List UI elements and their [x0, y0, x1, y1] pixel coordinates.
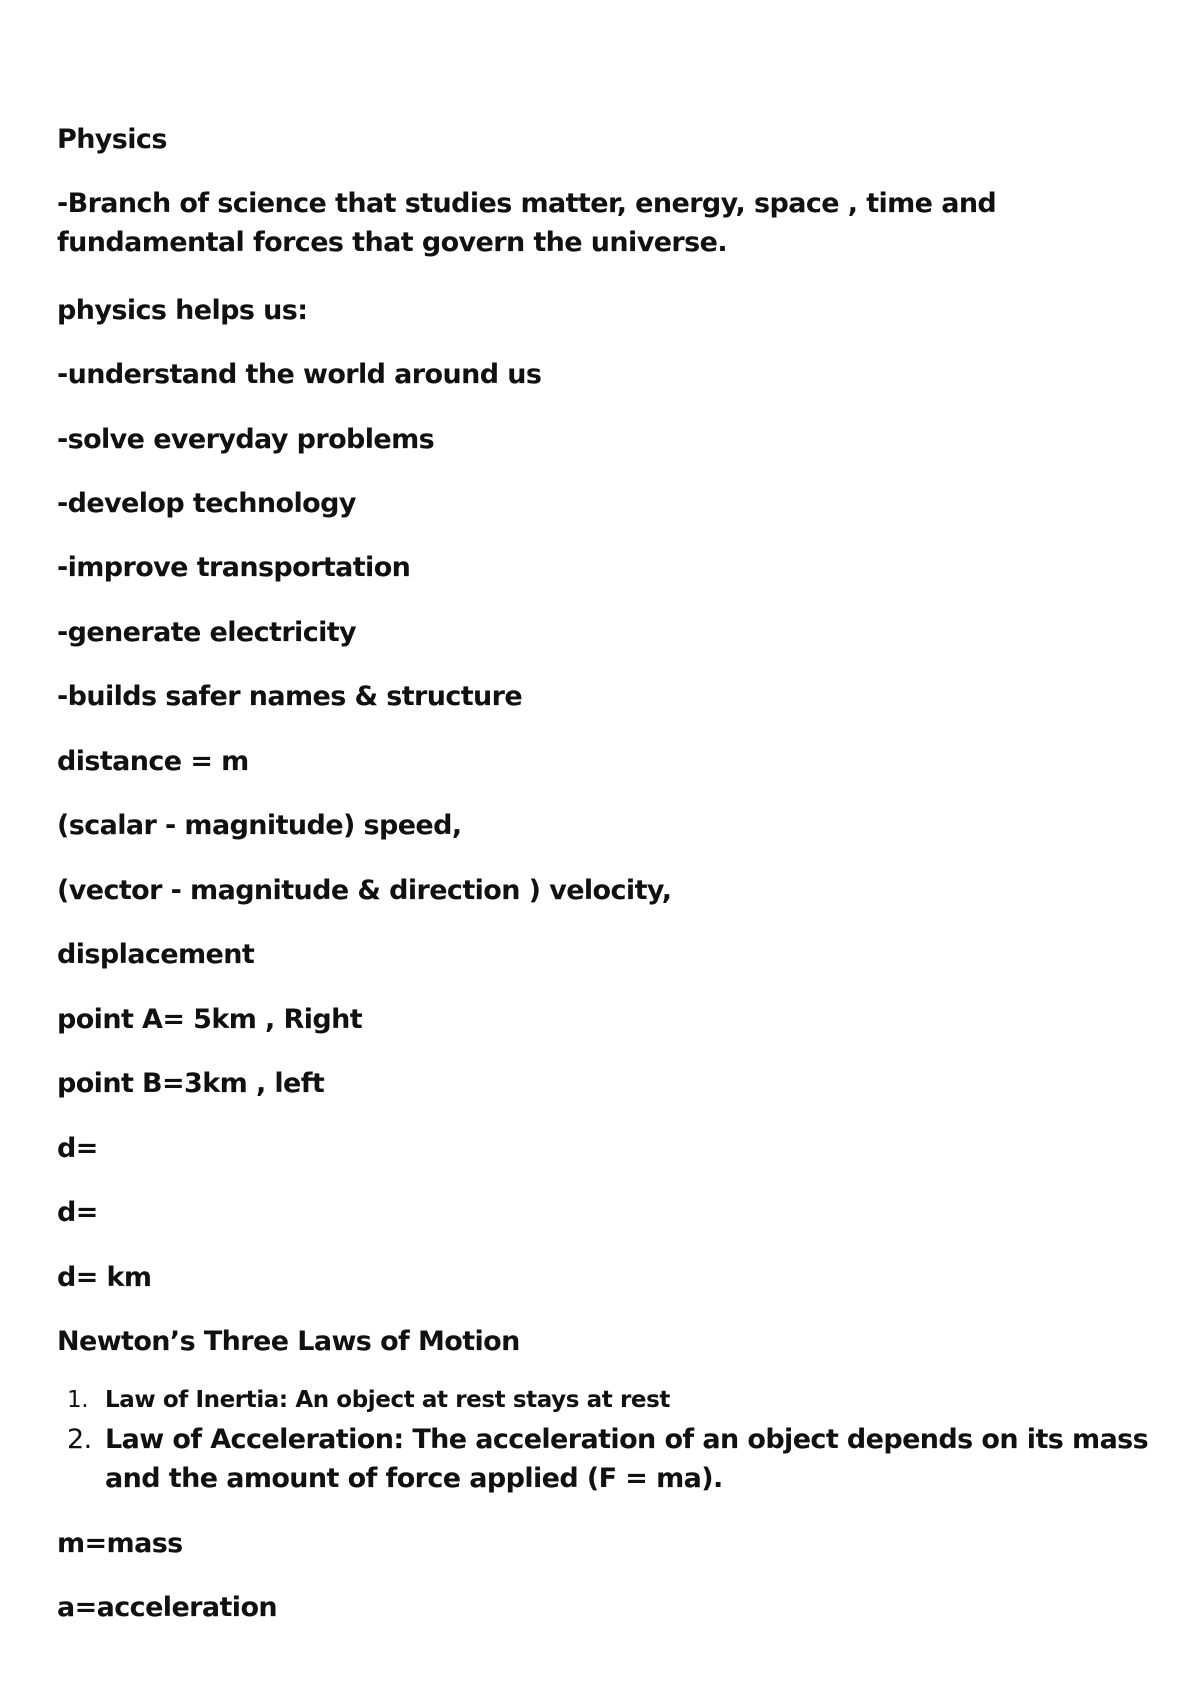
note-line: d= km [57, 1262, 152, 1293]
list-item: -solve everyday problems [57, 424, 435, 455]
helps-heading: physics helps us: [57, 295, 308, 326]
note-line: point A= 5km , Right [57, 1004, 363, 1035]
variable-line: m=mass [57, 1528, 183, 1559]
note-line: displacement [57, 939, 255, 970]
note-line: (vector - magnitude & direction ) velocity, [57, 875, 672, 906]
law-item [57, 1420, 1157, 1498]
list-item: -generate electricity [57, 617, 357, 648]
list-item: -understand the world around us [57, 359, 542, 390]
list-item: -builds safer names & structure [57, 681, 523, 712]
note-line: d= [57, 1133, 98, 1164]
law-number: 2. [67, 1424, 92, 1455]
note-line: (scalar - magnitude) speed, [57, 810, 462, 841]
note-line: distance = m [57, 746, 249, 777]
law-number: 1. [67, 1387, 89, 1413]
page-title: Physics [57, 124, 167, 155]
laws-list [57, 1385, 1157, 1498]
list-item: -improve transportation [57, 552, 411, 583]
law-item [57, 1385, 1157, 1415]
definition-paragraph: -Branch of science that studies matter, energy, space , time and fundamental forces that govern the universe. [57, 188, 997, 258]
note-line: point B=3km , left [57, 1068, 325, 1099]
law-text: Law of Acceleration: The acceleration of an object depends on its mass and the amount of force applied (F = ma). [105, 1424, 1149, 1494]
newton-heading: Newton’s Three Laws of Motion [57, 1326, 520, 1357]
variable-line: a=acceleration [57, 1592, 278, 1623]
list-item: -develop technology [57, 488, 356, 519]
law-text: Law of Inertia: An object at rest stays at rest [105, 1387, 670, 1413]
note-line: d= [57, 1197, 98, 1228]
